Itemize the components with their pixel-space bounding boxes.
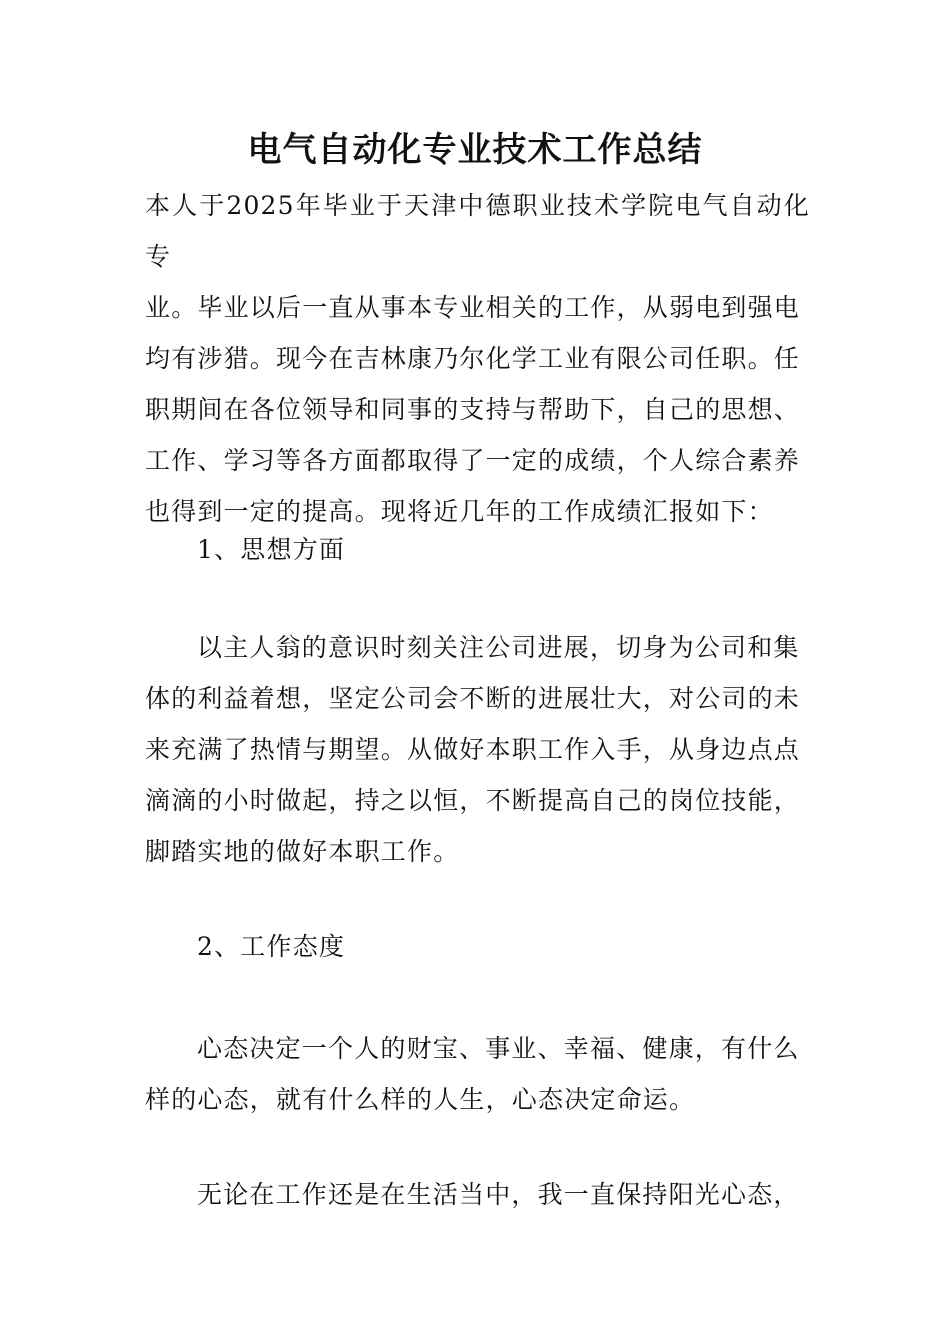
text-line: 本人于2025年毕业于天津中德职业技术学院电气自动化专 <box>145 191 810 271</box>
intro-paragraph <box>145 180 810 537</box>
section-paragraph-thought <box>145 622 810 877</box>
text-line: 心态决定一个人的财宝、事业、幸福、健康，有什么 <box>197 1034 800 1063</box>
text-line: 样的心态，就有什么样的人生，心态决定命运。 <box>145 1085 696 1114</box>
text-line: 脚踏实地的做好本职工作。 <box>145 837 460 866</box>
section-paragraph-attitude <box>145 1023 810 1125</box>
text-line: 均有涉猎。现今在吉林康乃尔化学工业有限公司任职。任 <box>145 344 801 373</box>
text-line: 滴滴的小时做起，持之以恒，不断提高自己的岗位技能， <box>145 786 801 815</box>
text-line: 工作、学习等各方面都取得了一定的成绩，个人综合素养 <box>145 446 801 475</box>
section-heading-attitude: 2、工作态度 <box>197 932 346 961</box>
text-line: 以主人翁的意识时刻关注公司进展，切身为公司和集 <box>197 633 800 662</box>
section-paragraph-attitude-2 <box>145 1169 810 1220</box>
text-line: 来充满了热情与期望。从做好本职工作入手，从身边点点 <box>145 735 801 764</box>
text-line: 体的利益着想，坚定公司会不断的进展壮大，对公司的未 <box>145 684 801 713</box>
text-line: 业。毕业以后一直从事本专业相关的工作，从弱电到强电 <box>145 293 801 322</box>
text-line: 无论在工作还是在生活当中，我一直保持阳光心态， <box>197 1180 800 1209</box>
document-title: 电气自动化专业技术工作总结 <box>247 130 703 170</box>
text-line: 职期间在各位领导和同事的支持与帮助下，自己的思想、 <box>145 395 801 424</box>
section-heading-thought: 1、思想方面 <box>197 535 346 564</box>
text-line: 也得到一定的提高。现将近几年的工作成绩汇报如下： <box>145 497 774 526</box>
